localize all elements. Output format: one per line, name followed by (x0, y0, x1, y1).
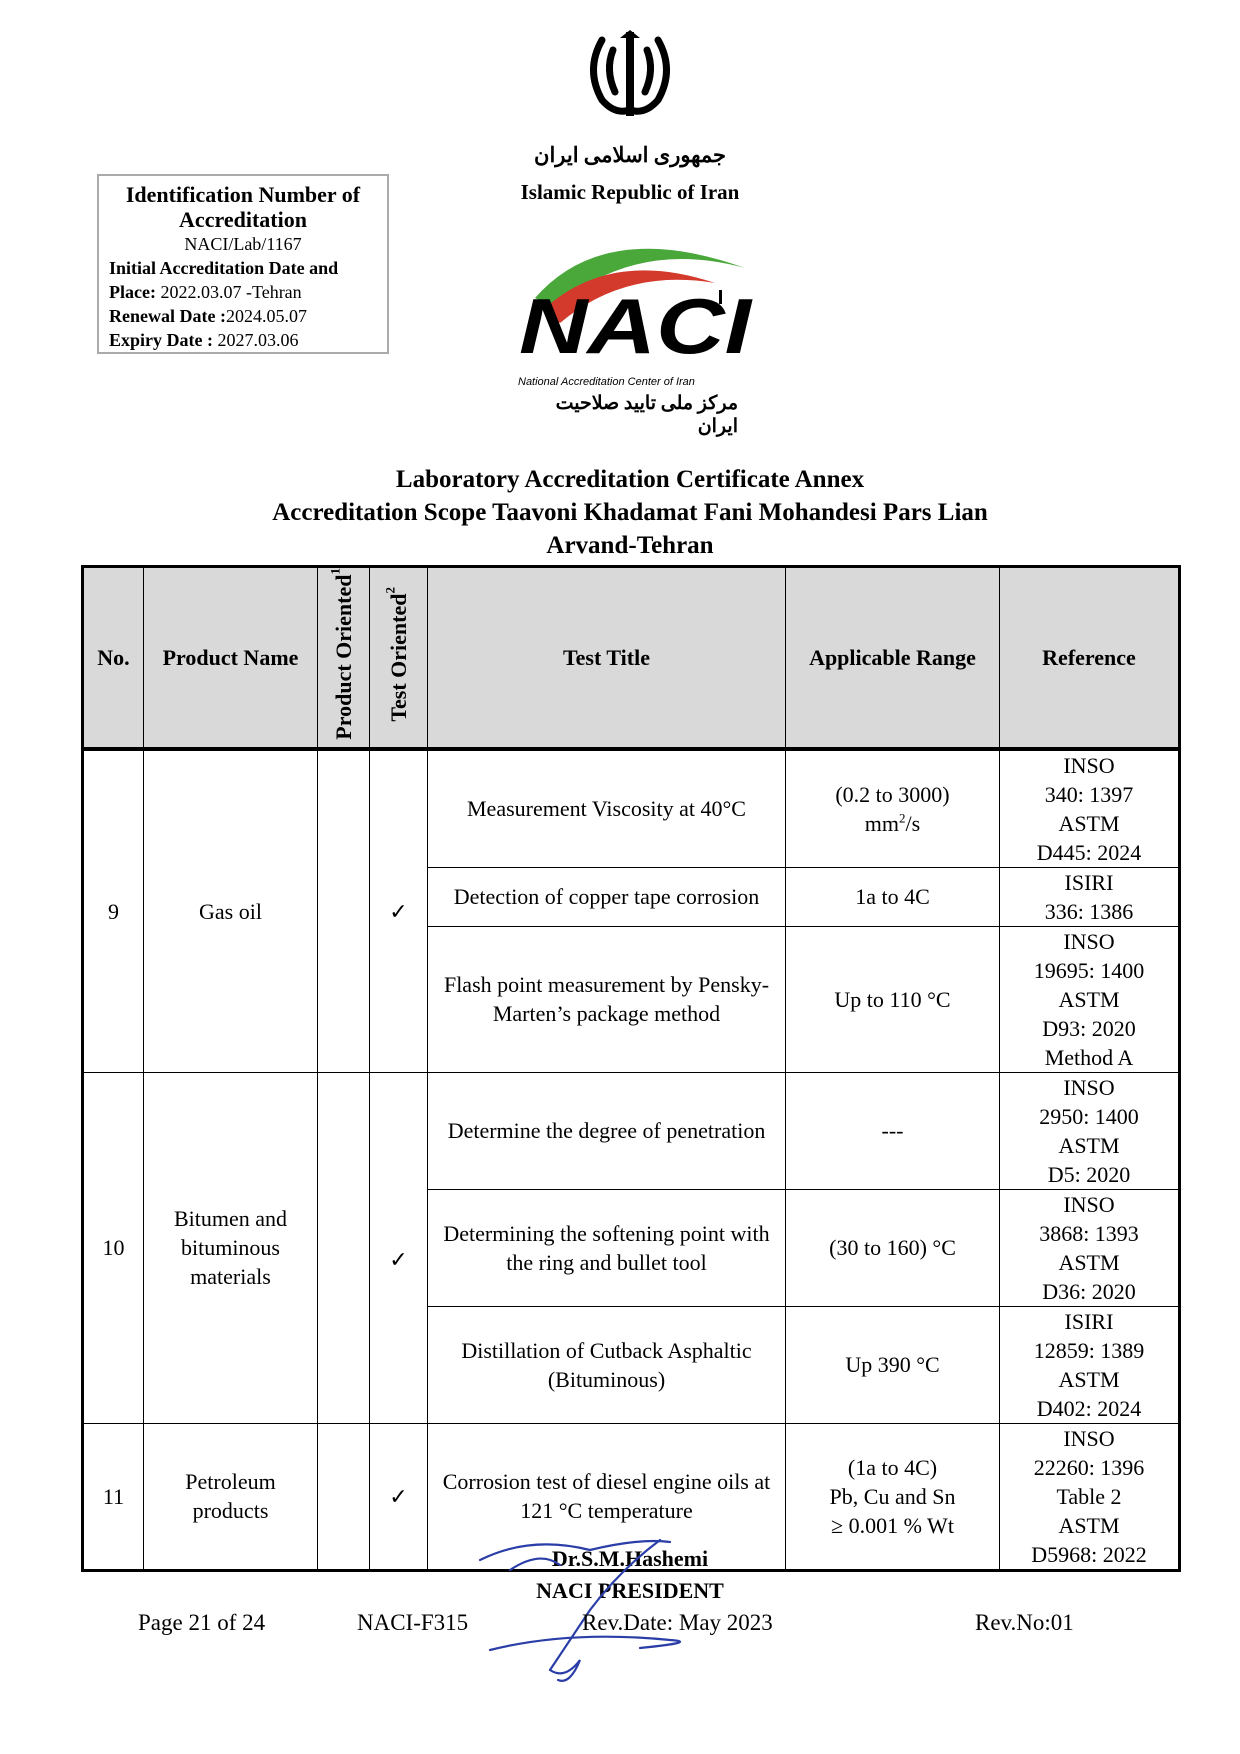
header-applicable-range: Applicable Range (786, 567, 1000, 749)
row-product-oriented (318, 750, 370, 1072)
header-no: No. (83, 567, 144, 749)
naci-logo (515, 228, 755, 358)
reference: ISIRI 12859: 1389 ASTM D402: 2024 (1000, 1306, 1180, 1423)
test-title: Distillation of Cutback Asphaltic (Bituminous) (428, 1306, 786, 1423)
test-title: Flash point measurement by Pensky-Marten’s package method (428, 926, 786, 1072)
test-title: Corrosion test of diesel engine oils at 121 °C temperature (428, 1423, 786, 1570)
footer-revision-number: Rev.No:01 (975, 1610, 1074, 1635)
document-subtitle: Accreditation Scope Taavoni Khadamat Fani Mohandesi Pars Lian (272, 499, 988, 526)
table-row (83, 1072, 1180, 1189)
accreditation-scope-table (81, 565, 1181, 1572)
row-test-oriented-check: ✓ (370, 1072, 428, 1423)
country-name-english: Islamic Republic of Iran (520, 180, 740, 204)
logo-subtitle-persian: مرکز ملی تایید صلاحیت ایران (555, 393, 738, 437)
header-product-oriented: Product Oriented$^1$ (318, 567, 370, 749)
footer-form-code: NACI-F315 (357, 1610, 469, 1635)
applicable-range: --- (786, 1072, 1000, 1189)
header-test-oriented: Test Oriented$^2$ (370, 567, 428, 749)
accreditation-id-box (97, 174, 389, 354)
test-title: Determine the degree of penetration (428, 1072, 786, 1189)
document-subtitle-continued: Arvand-Tehran (546, 532, 714, 559)
row-product-oriented (318, 1423, 370, 1570)
signatory-name: Dr.S.M.Hashemi (551, 1546, 709, 1571)
iran-emblem-icon (580, 30, 680, 120)
logo-text: NACI (519, 282, 753, 358)
footer-revision-date: Rev.Date: May 2023 (582, 1610, 773, 1635)
logo-subtitle-english: National Accreditation Center of Iran (518, 376, 695, 388)
accreditation-number: NACI/Lab/1167 (184, 234, 302, 254)
row-test-oriented-check: ✓ (370, 1423, 428, 1570)
renewal-date: Renewal Date :2024.05.07 (109, 306, 307, 326)
applicable-range: (0.2 to 3000) $mm^2/s$ (786, 750, 1000, 867)
id-box-heading: Identification Number of Accreditation (125, 182, 361, 232)
row-product-name: Bitumen and bituminous materials (144, 1072, 318, 1423)
applicable-range: (1a to 4C) Pb, Cu and Sn ≥ 0.001 % Wt (786, 1423, 1000, 1570)
header-product-name: Product Name (144, 567, 318, 749)
country-name-persian: جمهوری اسلامی ایران (534, 143, 726, 167)
row-product-name: Petroleum products (144, 1423, 318, 1570)
header-reference: Reference (1000, 567, 1180, 749)
row-no: 10 (83, 1072, 144, 1423)
expiry-date: Expiry Date : 2027.03.06 (109, 330, 299, 350)
initial-date-label: Initial Accreditation Date and (109, 258, 339, 278)
row-product-oriented (318, 1072, 370, 1423)
table-row (83, 750, 1180, 867)
reference: INSO 2950: 1400 ASTM D5: 2020 (1000, 1072, 1180, 1189)
row-product-name: Gas oil (144, 750, 318, 1072)
reference: INSO 3868: 1393 ASTM D36: 2020 (1000, 1189, 1180, 1306)
header-test-title: Test Title (428, 567, 786, 749)
row-no: 9 (83, 750, 144, 1072)
row-test-oriented-check: ✓ (370, 750, 428, 1072)
reference: ISIRI 336: 1386 (1000, 867, 1180, 926)
footer-page-number: Page 21 of 24 (138, 1610, 266, 1635)
initial-date-place: Place: 2022.03.07 -Tehran (109, 282, 302, 302)
test-title: Determining the softening point with the ring and bullet tool (428, 1189, 786, 1306)
reference: INSO 22260: 1396 Table 2 ASTM D5968: 2022 (1000, 1423, 1180, 1570)
applicable-range: 1a to 4C (786, 867, 1000, 926)
row-no: 11 (83, 1423, 144, 1570)
signatory-title: NACI PRESIDENT (536, 1578, 724, 1603)
applicable-range: (30 to 160) °C (786, 1189, 1000, 1306)
reference: INSO 340: 1397 ASTM D445: 2024 (1000, 750, 1180, 867)
test-title: Detection of copper tape corrosion (428, 867, 786, 926)
document-title: Laboratory Accreditation Certificate Annex (395, 466, 865, 493)
test-title: Measurement Viscosity at 40°C (428, 750, 786, 867)
applicable-range: Up 390 °C (786, 1306, 1000, 1423)
table-header-row (83, 567, 1180, 749)
reference: INSO 19695: 1400 ASTM D93: 2020 Method A (1000, 926, 1180, 1072)
applicable-range: Up to 110 °C (786, 926, 1000, 1072)
